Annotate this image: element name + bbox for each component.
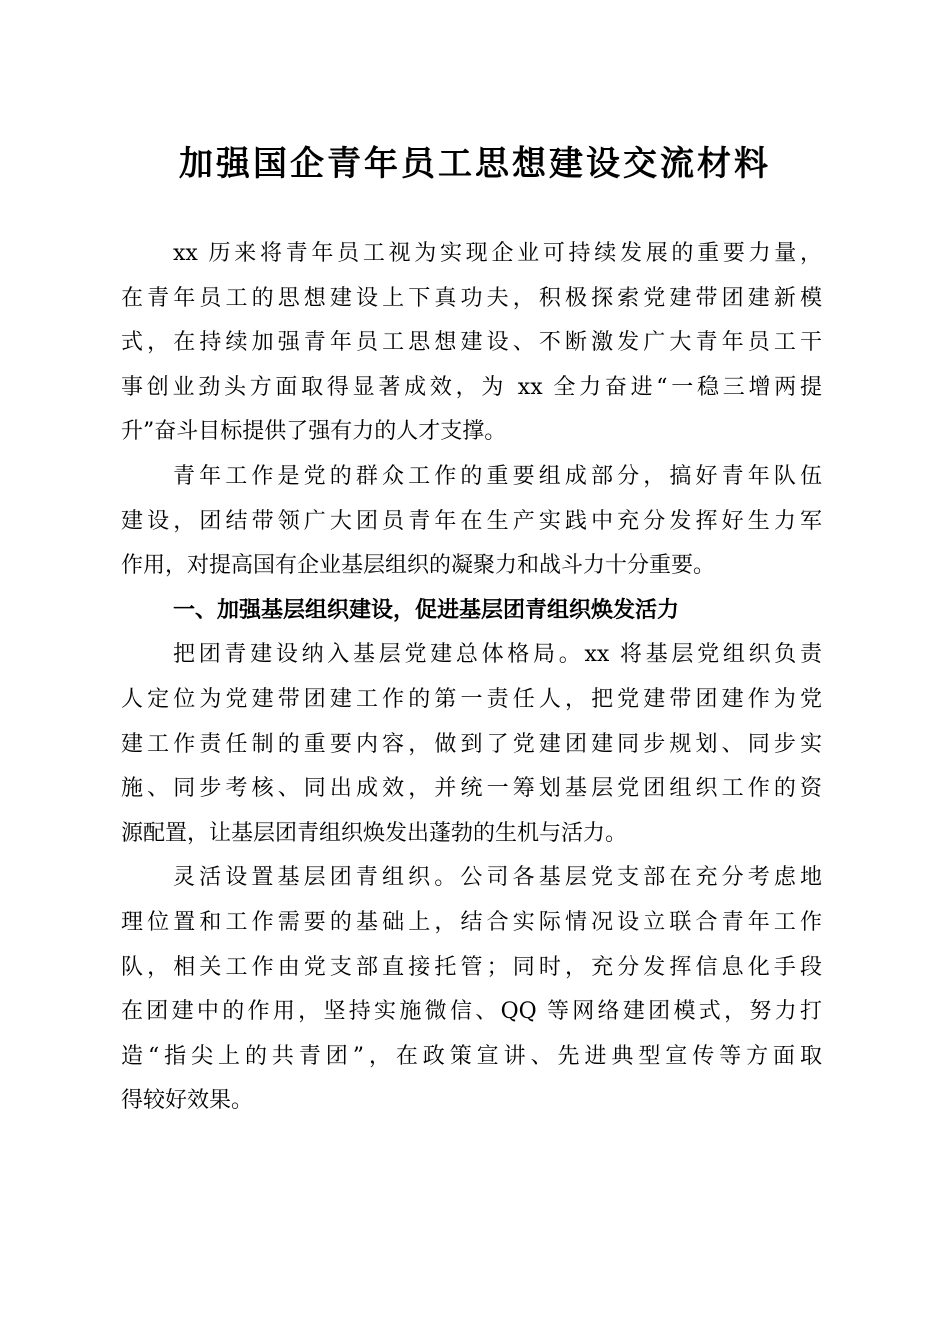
paragraph-1 — [121, 232, 822, 455]
text-line: 人定位为党建带团建工作的第一责任人，把党建带团建作为党 — [121, 686, 822, 712]
paragraph-4 — [121, 856, 822, 1124]
paragraph-3 — [121, 633, 822, 856]
text-line: xx 历来将青年员工视为实现企业可持续发展的重要力量， — [173, 241, 822, 266]
text-line: 升”奋斗目标提供了强有力的人才支撑。 — [121, 419, 507, 445]
text-line: 青年工作是党的群众工作的重要组成部分，搞好青年队伍 — [173, 463, 822, 489]
text-line: 式，在持续加强青年员工思想建设、不断激发广大青年员工干 — [121, 330, 822, 356]
text-line: 在青年员工的思想建设上下真功夫，积极探索党建带团建新模 — [121, 285, 822, 311]
text-line: 作用，对提高国有企业基层组织的凝聚力和战斗力十分重要。 — [121, 553, 716, 579]
text-line: 队，相关工作由党支部直接托管；同时，充分发挥信息化手段 — [121, 954, 822, 980]
text-line: 建工作责任制的重要内容，做到了党建团建同步规划、同步实 — [121, 731, 822, 757]
section-heading-1: 一、加强基层组织建设，促进基层团青组织焕发活力 — [173, 597, 680, 623]
text-line: 施、同步考核、同出成效，并统一筹划基层党团组织工作的资 — [121, 776, 822, 802]
text-line: 理位置和工作需要的基础上，结合实际情况设立联合青年工作 — [121, 909, 822, 935]
document-body — [121, 232, 822, 1124]
text-line: 灵活设置基层团青组织。公司各基层党支部在充分考虑地 — [173, 865, 822, 891]
paragraph-2 — [121, 455, 822, 589]
text-line: 源配置，让基层团青组织焕发出蓬勃的生机与活力。 — [121, 820, 628, 846]
text-line: 把团青建设纳入基层党建总体格局。xx 将基层党组织负责 — [173, 642, 822, 668]
text-line: 建设，团结带领广大团员青年在生产实践中充分发挥好生力军 — [121, 508, 822, 534]
document-title: 加强国企青年员工思想建设交流材料 — [179, 144, 771, 184]
text-line: 事创业劲头方面取得显著成效，为 xx 全力奋进“一稳三增两提 — [121, 374, 822, 400]
text-line: 造“指尖上的共青团”，在政策宣讲、先进典型宣传等方面取 — [121, 1043, 822, 1069]
text-line: 得较好效果。 — [121, 1088, 254, 1114]
text-line: 在团建中的作用，坚持实施微信、QQ 等网络建团模式，努力打 — [121, 999, 822, 1025]
